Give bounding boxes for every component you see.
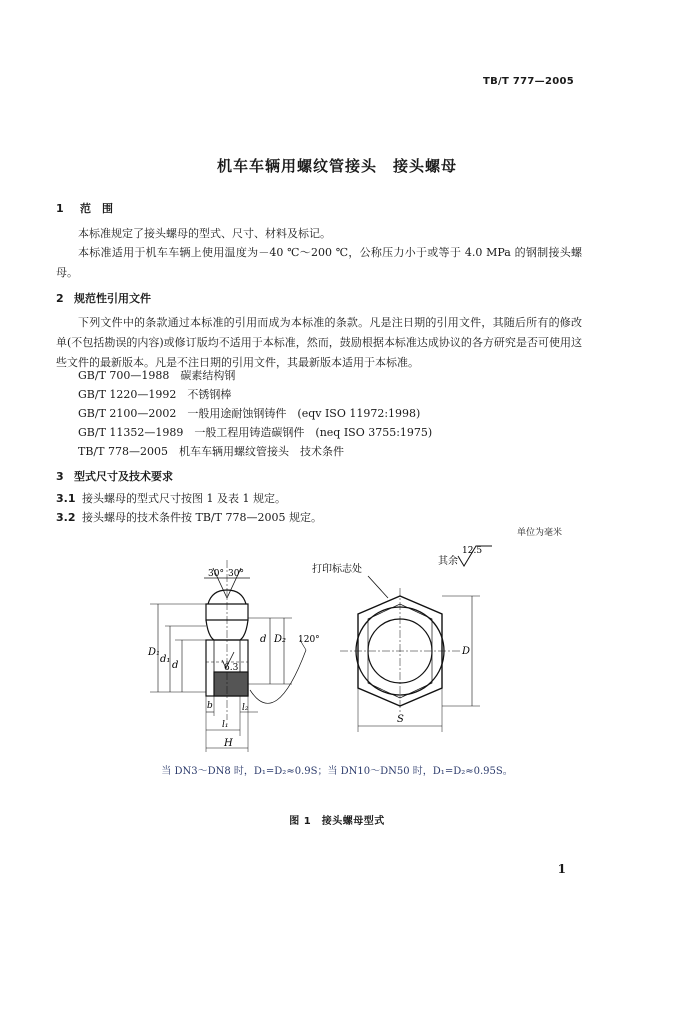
section-number: 1 xyxy=(56,202,64,215)
document-title: 机车车辆用螺纹管接头 接头螺母 xyxy=(216,157,457,175)
dim-S: S xyxy=(397,714,404,725)
roughness-value: 12.5 xyxy=(462,546,483,556)
dim-l2: l₂ xyxy=(242,703,249,713)
unit-note: 单位为毫米 xyxy=(516,528,562,538)
clause-number: 3.2 xyxy=(56,511,76,524)
dim-d-inner: d xyxy=(172,660,179,671)
section-1-paragraph-2: 本标准适用于机车车辆上使用温度为－40 ℃～200 ℃，公称压力小于或等于 4.0 MPa 的钢制接头螺母。 xyxy=(56,246,582,279)
reference-item: GB/T 700—1988 碳素结构钢 xyxy=(78,369,236,382)
dim-d: d xyxy=(260,634,267,645)
roughness-prefix: 其余 xyxy=(438,556,458,567)
section-2-paragraph: 下列文件中的条款通过本标准的引用而成为本标准的条款。凡是注日期的引用文件，其随后所有的修改单(不包括勘误的内容)或修订版均不适用于本标准，然而，鼓励根据本标准达成协议的各方研究是否可使用这些文件的最新版本。凡是不注日期的引用文件，其最新版本适用于本标准。 xyxy=(56,316,582,369)
angle-30-right: 30° xyxy=(228,569,244,579)
section-number: 3 xyxy=(56,470,64,483)
clause-text: 接头螺母的型式尺寸按图 1 及表 1 规定。 xyxy=(82,492,286,505)
roughness-inner: 6.3 xyxy=(224,663,239,673)
reference-item: GB/T 2100—2002 一般用途耐蚀钢铸件 (eqv ISO 11972:1998) xyxy=(78,407,421,420)
marking-leader xyxy=(368,576,388,598)
reference-item: GB/T 11352—1989 一般工程用铸造碳钢件 (neq ISO 3755:1975) xyxy=(78,426,433,439)
section-title: 型式尺寸及技术要求 xyxy=(74,470,173,483)
dim-l1: l₁ xyxy=(222,720,229,730)
figure-note: 当 DN3～DN8 时，D₁=D₂≈0.9S；当 DN10～DN50 时，D₁=D₂≈0.95S。 xyxy=(161,766,513,777)
dim-d1: d₁ xyxy=(160,654,171,665)
dim-b: b xyxy=(207,701,213,711)
figure-caption: 图 1 接头螺母型式 xyxy=(289,816,385,827)
reference-item: GB/T 1220—1992 不锈钢棒 xyxy=(78,388,232,401)
section-title: 规范性引用文件 xyxy=(74,292,151,305)
dim-D: D xyxy=(462,646,471,657)
hex-front-view xyxy=(340,588,480,732)
dim-D2: D₂ xyxy=(274,634,287,645)
section-title: 范 围 xyxy=(80,202,113,215)
section-1-paragraph-1: 本标准规定了接头螺母的型式、尺寸、材料及标记。 xyxy=(78,227,331,240)
dim-H: H xyxy=(224,738,233,749)
reference-item: TB/T 778—2005 机车车辆用螺纹管接头 技术条件 xyxy=(78,445,344,458)
standard-code: TB/T 777—2005 xyxy=(482,76,574,87)
page-number: 1 xyxy=(557,862,566,876)
angle-120: 120° xyxy=(298,635,320,645)
section-number: 2 xyxy=(56,292,64,305)
dim-D1: D₁ xyxy=(148,647,161,658)
clause-number: 3.1 xyxy=(56,492,76,505)
marking-label: 打印标志处 xyxy=(312,564,362,575)
angle-30-left: 30° xyxy=(208,569,224,579)
clause-text: 接头螺母的技术条件按 TB/T 778—2005 规定。 xyxy=(82,511,322,524)
